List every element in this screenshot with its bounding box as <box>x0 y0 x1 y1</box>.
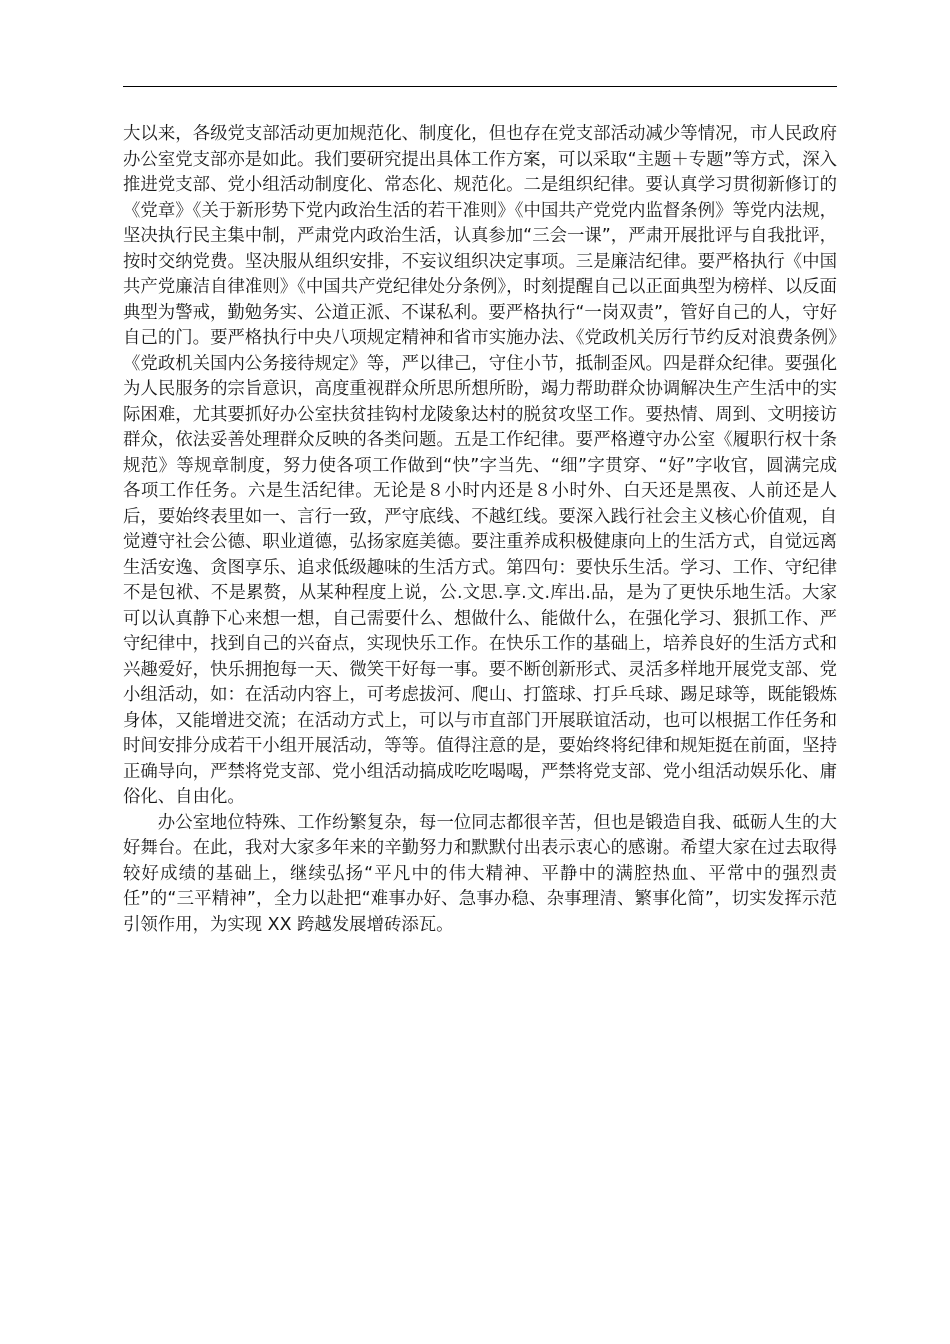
paragraph-1: 大以来，各级党支部活动更加规范化、制度化，但也存在党支部活动减少等情况，市人民政府办公室党支部亦是如此。我们要研究提出具体工作方案，可以采取“主题＋专题”等方式，深入推进党支部、党小组活动制度化、常态化、规范化。二是组织纪律。要认真学习贯彻新修订的《党章》《关于新形势下党内政治生活的若干准则》《中国共产党党内监督条例》等党内法规，坚决执行民主集中制，严肃党内政治生活，认真参加“三会一课”，严肃开展批评与自我批评，按时交纳党费。坚决服从组织安排，不妄议组织决定事项。三是廉洁纪律。要严格执行《中国共产党廉洁自律准则》《中国共产党纪律处分条例》，时刻提醒自己以正面典型为榜样、以反面典型为警戒，勤勉务实、公道正派、不谋私利。要严格执行“一岗双责”，管好自己的人，守好自己的门。要严格执行中央八项规定精神和省市实施办法、《党政机关厉行节约反对浪费条例》《党政机关国内公务接待规定》等，严以律己，守住小节，抵制歪风。四是群众纪律。要强化为人民服务的宗旨意识，高度重视群众所思所想所盼，竭力帮助群众协调解决生产生活中的实际困难，尤其要抓好办公室扶贫挂钩村龙陵象达村的脱贫攻坚工作。要热情、周到、文明接访群众，依法妥善处理群众反映的各类问题。五是工作纪律。要严格遵守办公室《履职行权十条规范》等规章制度，努力使各项工作做到“快”字当先、“细”字贯穿、“好”字收官，圆满完成各项工作任务。六是生活纪律。无论是８小时内还是８小时外、白天还是黑夜、人前还是人后，要始终表里如一、言行一致，严守底线、不越红线。要深入践行社会主义核心价值观，自觉遵守社会公德、职业道德，弘扬家庭美德。要注重养成积极健康向上的生活方式，自觉远离生活安逸、贪图享乐、追求低级趣味的生活方式。第四句：要快乐生活。学习、工作、守纪律不是包袱、不是累赘，从某种程度上说，公.文思.享.文.库出.品，是为了更快乐地生活。大家可以认真静下心来想一想，自己需要什么、想做什么、能做什么，在强化学习、狠抓工作、严守纪律中，找到自己的兴奋点，实现快乐工作。在快乐工作的基础上，培养良好的生活方式和兴趣爱好，快乐拥抱每一天、微笑干好每一事。要不断创新形式、灵活多样地开展党支部、党小组活动，如：在活动内容上，可考虑拔河、爬山、打篮球、打乒乓球、踢足球等，既能锻炼身体，又能增进交流；在活动方式上，可以与市直部门开展联谊活动，也可以根据工作任务和时间安排分成若干小组开展活动，等等。值得注意的是，要始终将纪律和规矩挺在前面，坚持正确导向，严禁将党支部、党小组活动搞成吃吃喝喝，严禁将党支部、党小组活动娱乐化、庸俗化、自由化。 <box>123 124 837 807</box>
header-rule <box>123 86 837 87</box>
paragraph-2: 办公室地位特殊、工作纷繁复杂，每一位同志都很辛苦，但也是锻造自我、砥砺人生的大好舞台。在此，我对大家多年来的辛勤努力和默默付出表示衷心的感谢。希望大家在过去取得较好成绩的基础上，继续弘扬“平凡中的伟大精神、平静中的满腔热血、平常中的强烈责任”的“三平精神”，全力以赴把“难事办好、急事办稳、杂事理清、繁事化简”，切实发挥示范引领作用，为实现 XX 跨越发展增砖添瓦。 <box>123 812 837 935</box>
body-text <box>123 122 837 938</box>
